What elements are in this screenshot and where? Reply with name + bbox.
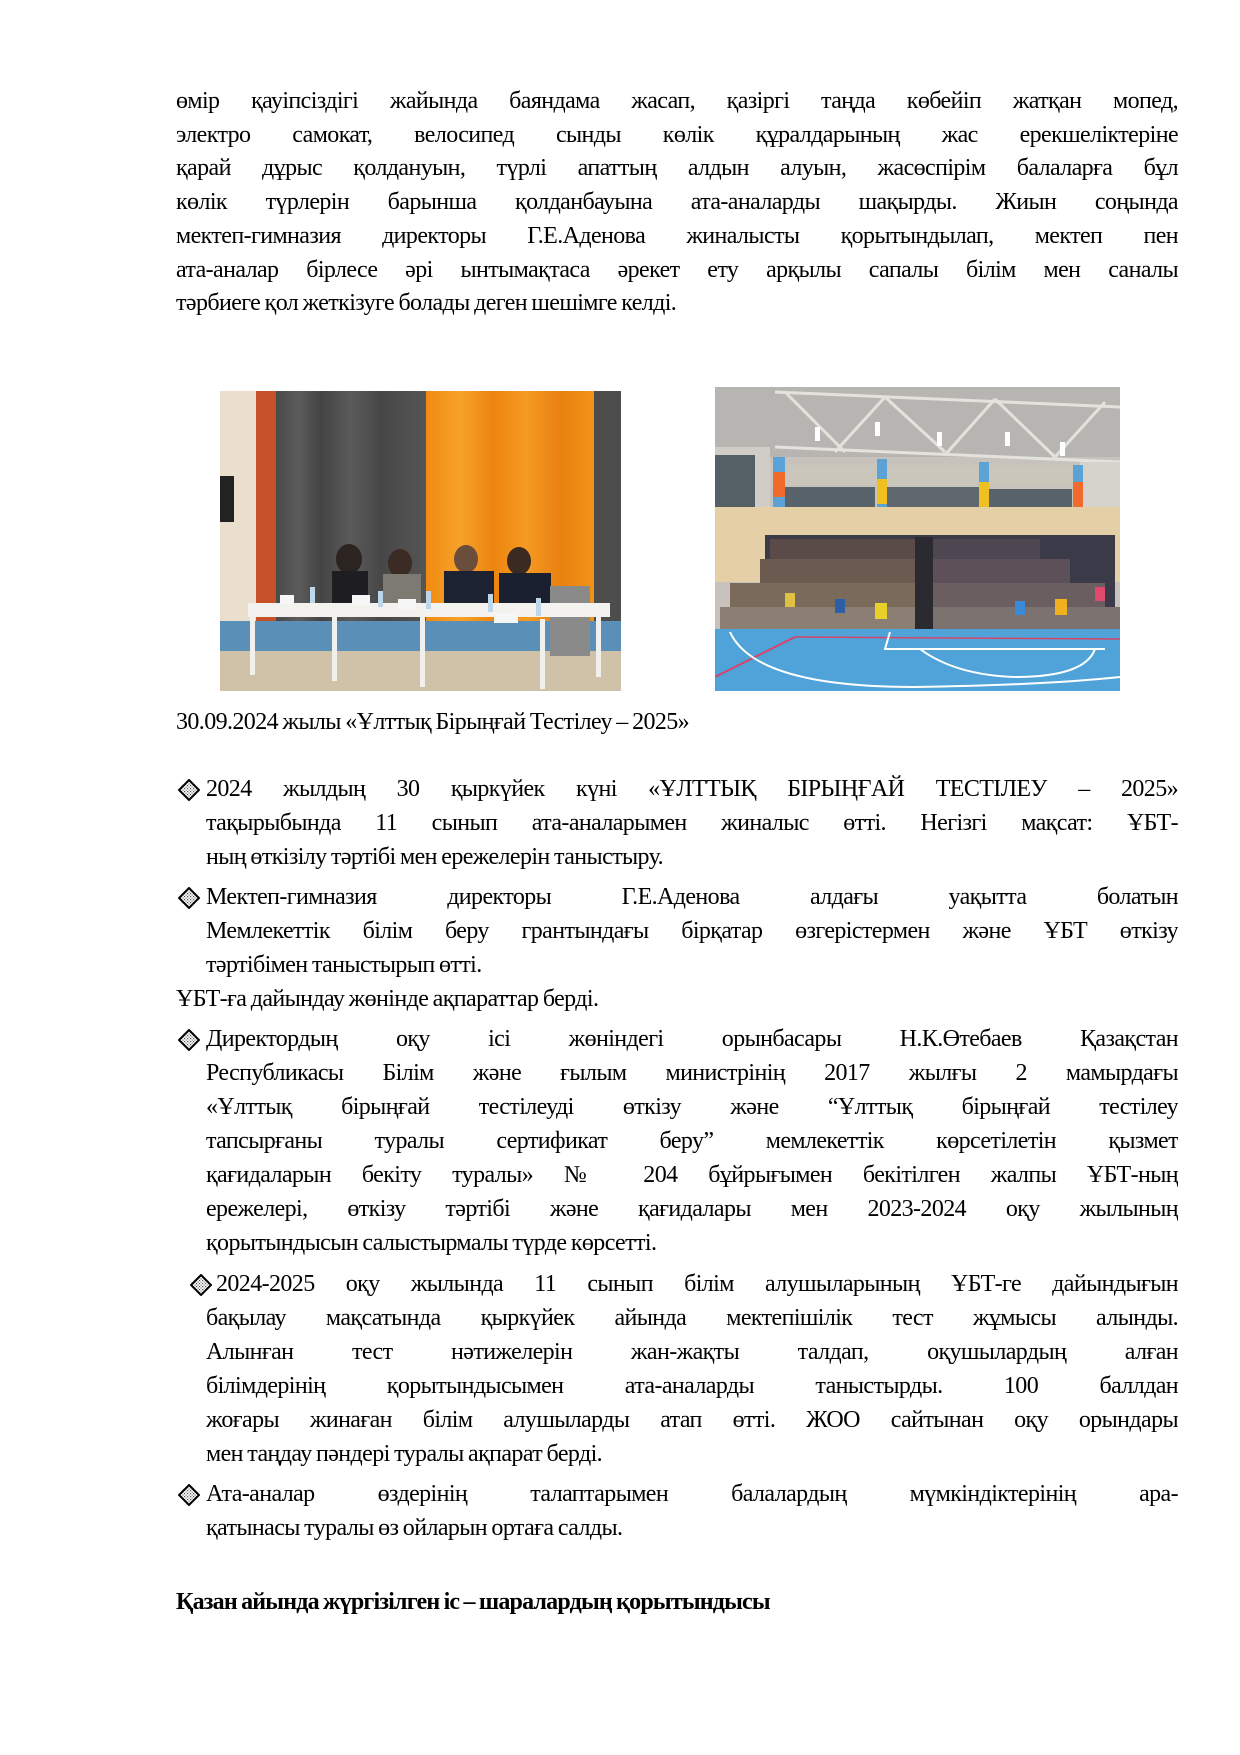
bullet-line: ережелері, өткізу тәртібі және қағидалары мен 2023-2024 оқу жылының [206, 1196, 1178, 1222]
bullet-line: тақырыбында 11 сынып ата-аналарымен жиналыс өтті. Негізгі мақсат: ҰБТ- [206, 810, 1178, 836]
bullet-line: 2024 жылдың 30 қыркүйек күні «ҰЛТТЫҚ БІРЫҢҒАЙ ТЕСТІЛЕУ – 2025» [206, 776, 1178, 802]
photo-panel-speakers [220, 391, 621, 691]
diamond-bullet-icon [178, 1484, 200, 1506]
bullet-line: Директордың оқу ісі жөніндегі орынбасары Н.К.Өтебаев Қазақстан [206, 1026, 1178, 1052]
intro-line: өмір қауіпсіздігі жайында баяндама жасап, қазіргі таңда көбейіп жатқан мопед, [176, 88, 1178, 114]
intro-line: электро самокат, велосипед сынды көлік құралдарының жас ерекшеліктеріне [176, 122, 1178, 148]
bullet-line: Ата-аналар өздерінің талаптарымен балалардың мүмкіндіктерінің ара- [206, 1481, 1178, 1507]
bullet-line: ның өткізілу тәртібі мен ережелерін таныстыру. [206, 844, 664, 870]
diamond-bullet-icon [178, 887, 200, 909]
bullet-line: Алынған тест нәтижелерін жан-жақты талдап, оқушылардың алған [206, 1339, 1178, 1365]
bullet-line: «Ұлттық бірыңғай тестілеуді өткізу және “Ұлттық бірыңғай тестілеу [206, 1094, 1178, 1120]
intro-line: тәрбиеге қол жеткізуге болады деген шешімге келді. [176, 290, 677, 316]
bullet-line: жоғары жинаған білім алушыларды атап өтті. ЖОО сайтынан оқу орындары [206, 1407, 1178, 1433]
intro-line: мектеп-гимназия директоры Г.Е.Аденова жиналысты қорытындылап, мектеп пен [176, 223, 1178, 249]
bullet-line: қағидаларын бекіту туралы» № 204 бұйрығымен бекітілген жалпы ҰБТ-ның [206, 1162, 1178, 1188]
diamond-bullet-icon [178, 1029, 200, 1051]
bullet-line: 2024-2025 оқу жылында 11 сынып білім алушыларының ҰБТ-ге дайындығын [216, 1271, 1178, 1297]
bullet-line: Мектеп-гимназия директоры Г.Е.Аденова алдағы уақытта болатын [206, 884, 1178, 910]
intro-line: көлік түрлерін барынша қолданбауына ата-аналарды шақырды. Жиын соңында [176, 189, 1178, 215]
intro-line: қарай дұрыс қолдануын, түрлі апаттың алдын алуын, жасөспірім балаларға бұл [176, 155, 1178, 181]
diamond-bullet-icon [178, 779, 200, 801]
intro-line: ата-аналар бірлесе әрі ынтымақтаса әрекет ету арқылы сапалы білім мен саналы [176, 257, 1178, 283]
footer-heading: Қазан айында жүргізілген іс – шаралардың қорытындысы [176, 1589, 770, 1615]
bullet-line: қатынасы туралы өз ойларын ортаға салды. [206, 1515, 623, 1541]
bullet-line: бақылау мақсатында қыркүйек айында мектепішілік тест жұмысы алынды. [206, 1305, 1178, 1331]
bullet-line: қорытындысын салыстырмалы түрде көрсетті. [206, 1230, 657, 1256]
bullet-line: мен таңдау пәндері туралы ақпарат берді. [206, 1441, 603, 1467]
bullet-line: Мемлекеттік білім беру грантындағы бірқатар өзгерістермен және ҰБТ өткізу [206, 918, 1178, 944]
standalone-line: ҰБТ-ға дайындау жөнінде ақпараттар берді. [176, 986, 599, 1012]
bullet-line: білімдерінің қорытындысымен ата-аналарды таныстырды. 100 баллдан [206, 1373, 1178, 1399]
bullet-line: тапсырғаны туралы сертификат беру” мемлекеттік көрсетілетін қызмет [206, 1128, 1178, 1154]
bullet-line: тәртібімен таныстырып өтті. [206, 952, 482, 978]
photo-audience-hall [715, 387, 1120, 691]
bullet-line: Республикасы Білім және ғылым министрінің 2017 жылғы 2 мамырдағы [206, 1060, 1178, 1086]
diamond-bullet-icon [190, 1274, 212, 1296]
section-heading: 30.09.2024 жылы «Ұлттық Бірыңғай Тестілеу – 2025» [176, 709, 690, 735]
